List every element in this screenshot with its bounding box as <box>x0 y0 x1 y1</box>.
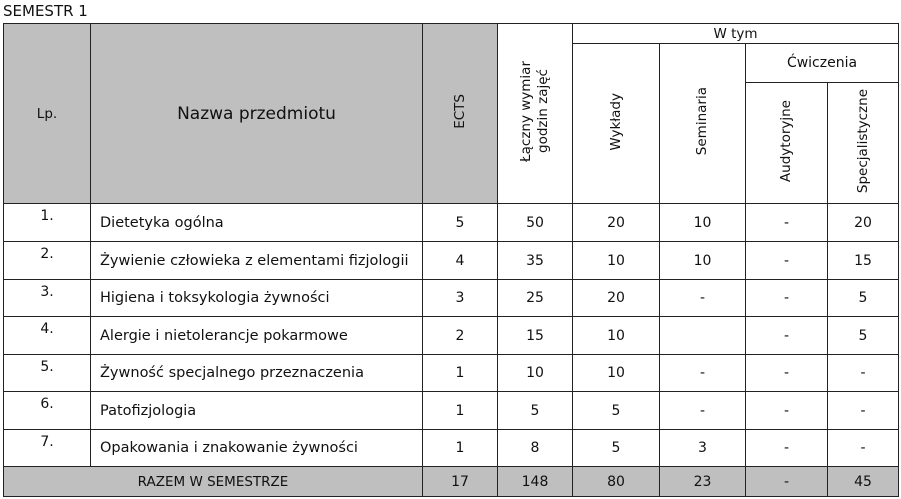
row-wyklady: 10 <box>573 355 660 392</box>
row-lp: 7. <box>4 430 91 467</box>
table-row <box>4 430 899 467</box>
row-lp: 1. <box>4 204 91 242</box>
row-wyklady: 5 <box>573 392 660 430</box>
summary-label: RAZEM W SEMESTRZE <box>4 467 423 497</box>
header-audytoryjne <box>746 83 828 204</box>
header-wyklady-label: Wykłady <box>607 92 624 151</box>
row-total: 8 <box>498 430 573 467</box>
row-audytoryjne: - <box>746 430 828 467</box>
row-lp: 6. <box>4 392 91 430</box>
curriculum-table <box>3 23 899 497</box>
summary-row <box>4 467 899 497</box>
header-total-hours <box>498 24 573 204</box>
semester-title: SEMESTR 1 <box>3 2 88 20</box>
row-specjalistyczne: - <box>828 392 899 430</box>
row-ects: 1 <box>423 430 498 467</box>
row-audytoryjne: - <box>746 392 828 430</box>
row-wyklady: 20 <box>573 280 660 317</box>
row-total: 10 <box>498 355 573 392</box>
header-lp: Lp. <box>4 24 91 204</box>
table-row <box>4 204 899 242</box>
row-audytoryjne: - <box>746 317 828 355</box>
row-seminaria: 3 <box>660 430 746 467</box>
summary-seminaria: 23 <box>660 467 746 497</box>
row-seminaria: - <box>660 355 746 392</box>
row-seminaria: - <box>660 280 746 317</box>
header-cwiczenia: Ćwiczenia <box>746 44 899 83</box>
row-lp: 3. <box>4 280 91 317</box>
row-name: Żywność specjalnego przeznaczenia <box>91 355 423 392</box>
row-wyklady: 10 <box>573 242 660 280</box>
header-seminaria-label: Seminaria <box>694 87 710 156</box>
row-audytoryjne: - <box>746 204 828 242</box>
row-lp: 5. <box>4 355 91 392</box>
summary-ects: 17 <box>423 467 498 497</box>
row-name: Higiena i toksykologia żywności <box>91 280 423 317</box>
row-ects: 5 <box>423 204 498 242</box>
row-ects: 4 <box>423 242 498 280</box>
header-seminaria <box>660 44 746 204</box>
row-total: 25 <box>498 280 573 317</box>
table-row <box>4 317 899 355</box>
row-ects: 2 <box>423 317 498 355</box>
row-wyklady: 10 <box>573 317 660 355</box>
row-seminaria: 10 <box>660 242 746 280</box>
row-wyklady: 5 <box>573 430 660 467</box>
row-lp: 2. <box>4 242 91 280</box>
row-specjalistyczne: 15 <box>828 242 899 280</box>
summary-audytoryjne: - <box>746 467 828 497</box>
row-specjalistyczne: - <box>828 355 899 392</box>
header-total-hours-line1: Łączny wymiar <box>518 61 534 162</box>
row-name: Patofizjologia <box>91 392 423 430</box>
row-wyklady: 20 <box>573 204 660 242</box>
row-audytoryjne: - <box>746 355 828 392</box>
summary-total: 148 <box>498 467 573 497</box>
row-specjalistyczne: 20 <box>828 204 899 242</box>
row-specjalistyczne: 5 <box>828 280 899 317</box>
row-name: Alergie i nietolerancje pokarmowe <box>91 317 423 355</box>
header-wyklady <box>573 44 660 204</box>
row-total: 35 <box>498 242 573 280</box>
row-total: 15 <box>498 317 573 355</box>
table-row <box>4 280 899 317</box>
header-ects <box>423 24 498 204</box>
row-name: Opakowania i znakowanie żywności <box>91 430 423 467</box>
row-name: Żywienie człowieka z elementami fizjologii <box>91 242 423 280</box>
row-specjalistyczne: - <box>828 430 899 467</box>
header-specjalistyczne <box>828 83 899 204</box>
header-total-hours-line2: godzin zajęć <box>535 69 551 154</box>
row-ects: 1 <box>423 355 498 392</box>
row-name: Dietetyka ogólna <box>91 204 423 242</box>
row-ects: 1 <box>423 392 498 430</box>
row-audytoryjne: - <box>746 280 828 317</box>
row-total: 5 <box>498 392 573 430</box>
table-row <box>4 392 899 430</box>
summary-wyklady: 80 <box>573 467 660 497</box>
table-row <box>4 355 899 392</box>
table-row <box>4 242 899 280</box>
row-seminaria <box>660 317 746 355</box>
row-ects: 3 <box>423 280 498 317</box>
header-name: Nazwa przedmiotu <box>91 24 423 204</box>
row-total: 50 <box>498 204 573 242</box>
header-audytoryjne-label: Audytoryjne <box>778 99 794 183</box>
header-total-hours-label <box>518 61 552 162</box>
row-specjalistyczne: 5 <box>828 317 899 355</box>
row-seminaria: - <box>660 392 746 430</box>
row-audytoryjne: - <box>746 242 828 280</box>
header-w-tym: W tym <box>573 24 899 44</box>
row-seminaria: 10 <box>660 204 746 242</box>
row-lp: 4. <box>4 317 91 355</box>
header-ects-label: ECTS <box>451 94 468 129</box>
summary-specjalistyczne: 45 <box>828 467 899 497</box>
header-specjalistyczne-label: Specjalistyczne <box>854 88 871 194</box>
